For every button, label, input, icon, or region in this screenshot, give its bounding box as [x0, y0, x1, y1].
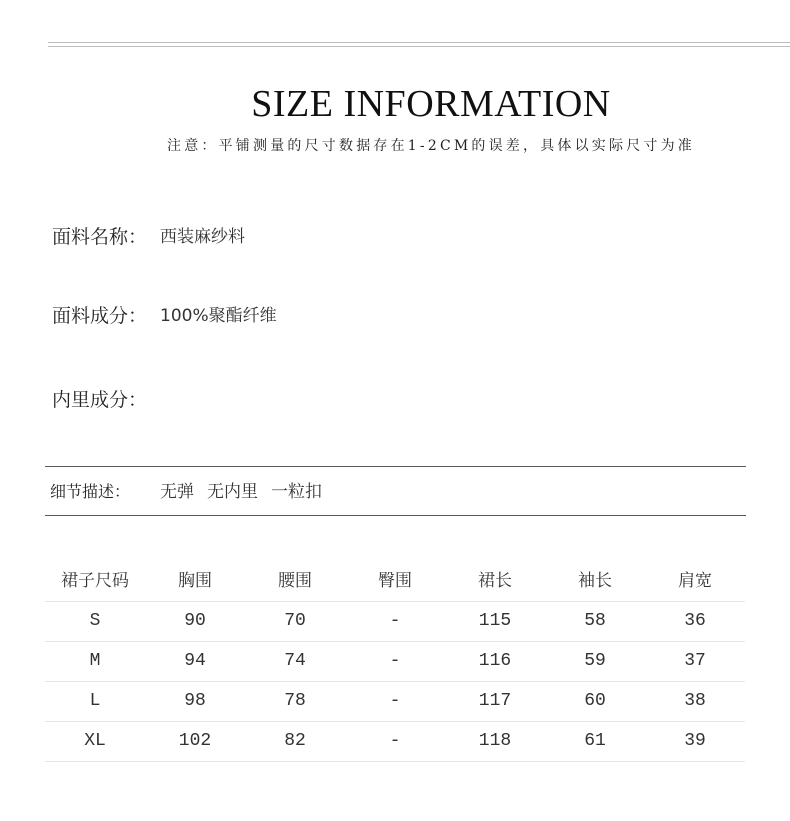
- cell-shoulder-width: 39: [684, 731, 706, 751]
- fabric-name-value: 西装麻纱料: [160, 227, 245, 247]
- cell-shoulder-width: 37: [684, 651, 706, 671]
- details-label: 细节描述：: [50, 482, 131, 501]
- table-row: [45, 642, 745, 682]
- cell-hip: -: [389, 691, 401, 711]
- cell-size: XL: [84, 731, 106, 751]
- table-row: [45, 602, 745, 642]
- page-title: SIZE INFORMATION: [251, 83, 611, 125]
- cell-sleeve-length: 58: [584, 611, 606, 631]
- column-header-bust: 胸围: [178, 571, 212, 591]
- cell-skirt-length: 118: [478, 731, 512, 751]
- detail-item: 一粒扣: [271, 482, 322, 502]
- cell-skirt-length: 115: [478, 611, 512, 631]
- column-header-shoulder-width: 肩宽: [678, 571, 712, 591]
- cell-hip: -: [389, 611, 401, 631]
- cell-sleeve-length: 59: [584, 651, 606, 671]
- cell-bust: 94: [184, 651, 206, 671]
- cell-skirt-length: 117: [478, 691, 512, 711]
- cell-waist: 70: [284, 611, 306, 631]
- table-row: [45, 722, 745, 762]
- details-items: [160, 480, 335, 504]
- cell-waist: 78: [284, 691, 306, 711]
- column-header-waist: 腰围: [278, 571, 312, 591]
- cell-waist: 82: [284, 731, 306, 751]
- fabric-composition-row: [52, 303, 732, 329]
- detail-item: 无内里: [207, 482, 258, 502]
- details-row: [50, 480, 740, 504]
- size-table: [45, 562, 745, 762]
- fabric-composition-value: 100%聚酯纤维: [160, 306, 277, 326]
- fabric-name-row: [52, 224, 732, 250]
- cell-hip: -: [389, 651, 401, 671]
- column-header-skirt-length: 裙长: [478, 571, 512, 591]
- cell-size: L: [89, 691, 101, 711]
- cell-shoulder-width: 36: [684, 611, 706, 631]
- lining-composition-label: 内里成分：: [52, 389, 148, 411]
- top-double-rule: [48, 42, 790, 47]
- cell-sleeve-length: 60: [584, 691, 606, 711]
- cell-bust: 98: [184, 691, 206, 711]
- cell-hip: -: [389, 731, 401, 751]
- measurement-note: 注意：平铺测量的尺寸数据存在1-2CM的误差，具体以实际尺寸为准: [167, 138, 695, 154]
- cell-size: M: [89, 651, 101, 671]
- cell-bust: 90: [184, 611, 206, 631]
- fabric-name-label: 面料名称：: [52, 226, 148, 248]
- details-bottom-divider: [45, 515, 746, 516]
- column-header-hip: 臀围: [378, 571, 412, 591]
- cell-waist: 74: [284, 651, 306, 671]
- fabric-composition-label: 面料成分：: [52, 305, 148, 327]
- column-header-size: 裙子尺码: [61, 571, 129, 591]
- detail-item: 无弹: [160, 482, 194, 502]
- cell-sleeve-length: 61: [584, 731, 606, 751]
- table-row: [45, 682, 745, 722]
- lining-composition-row: [52, 387, 732, 413]
- table-header-row: [45, 562, 745, 602]
- cell-size: S: [89, 611, 101, 631]
- cell-shoulder-width: 38: [684, 691, 706, 711]
- details-top-divider: [45, 466, 746, 467]
- cell-bust: 102: [178, 731, 212, 751]
- cell-skirt-length: 116: [478, 651, 512, 671]
- column-header-sleeve-length: 袖长: [578, 571, 612, 591]
